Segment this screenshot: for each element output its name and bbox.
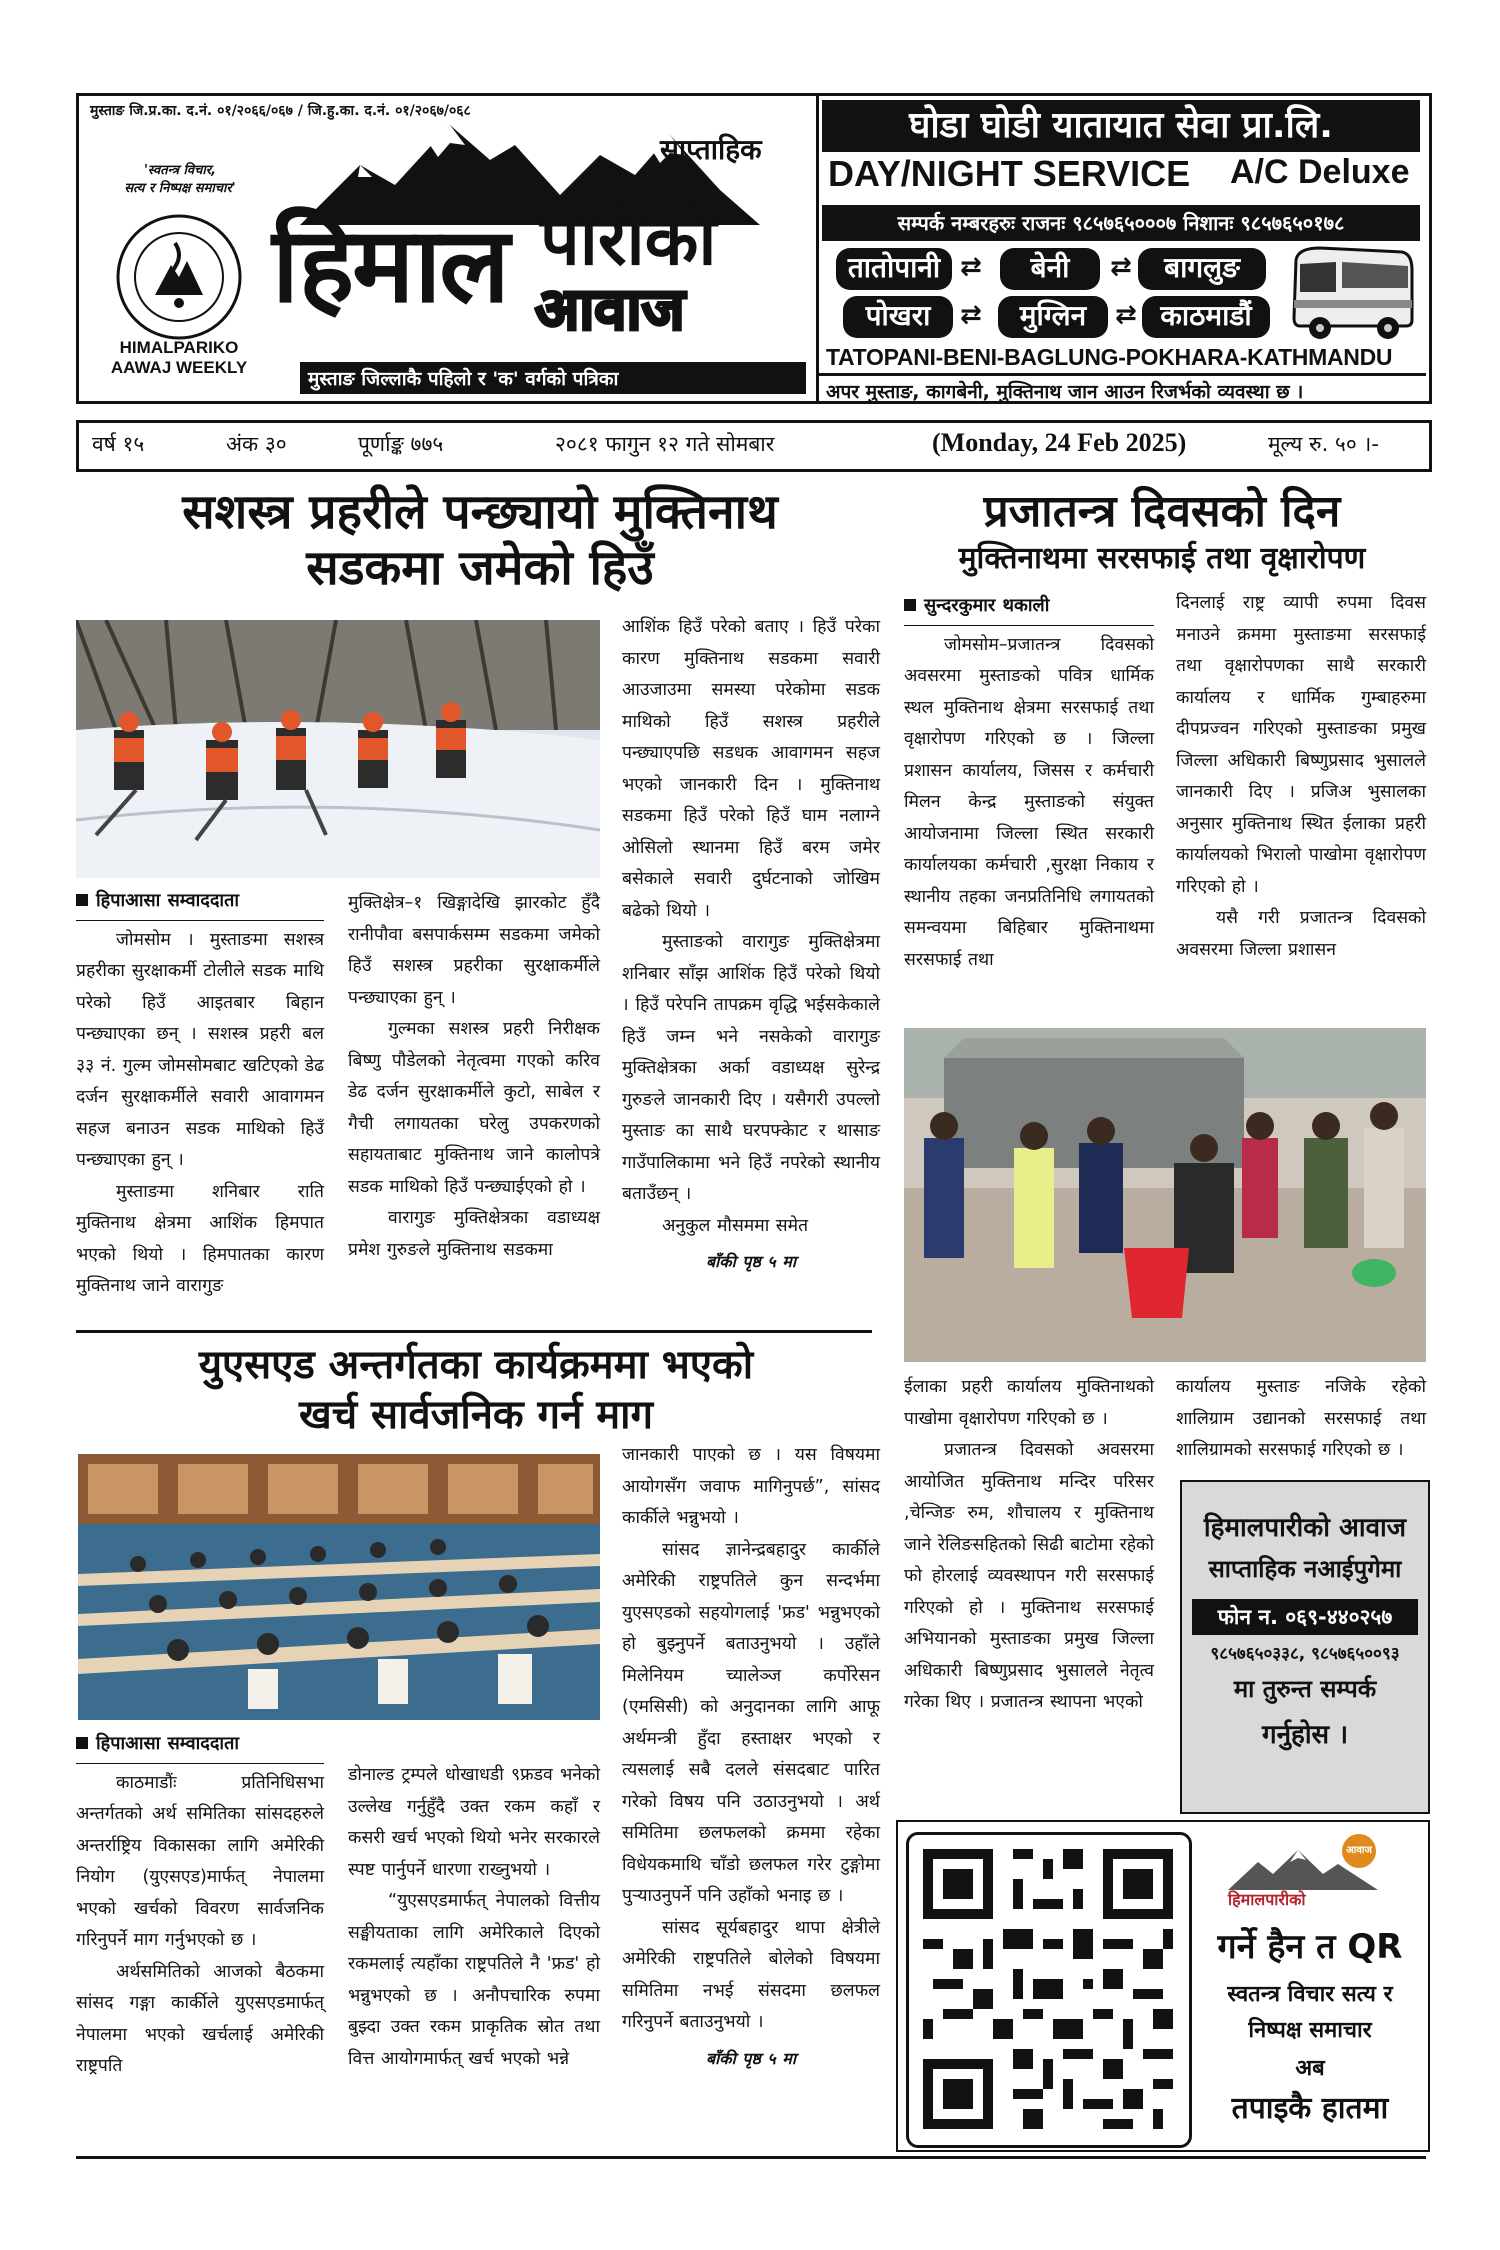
- issue-total: पूर्णाङ्क ७७५: [358, 432, 444, 456]
- story1-byline: [76, 885, 324, 921]
- route-stop-pokhara: पोखरा: [843, 296, 953, 338]
- issue-date-nepali: २०८१ फागुन १२ गते सोमबार: [555, 432, 775, 456]
- square-bullet-icon: [904, 599, 916, 611]
- story3-headline: [66, 1340, 886, 1440]
- story2-paragraph: दिनलाई राष्ट्र व्यापी रुपमा दिवस मनाउने क्रममा मुस्ताङमा सरसफाई तथा वृक्षारोपणका साथै सरकारी कार्यालय र धार्मिक गुम्बाहरुमा दीपप्रज्वन गरिएको मुस्ताङका प्रमुख जिल्ला अधिकारी बिष्णुप्रसाद भुसालले जानकारी दिए । प्रजिअ भुसालका अनुसार मुक्तिनाथ स्थित ईलाका प्रहरी कार्यालयको भिरालो पाखोमा वृक्षारोपण गरिएको हो ।: [1176, 593, 1426, 897]
- microphone-icon: आवाज: [1342, 1834, 1376, 1868]
- story3-paragraph: काठमाडौंः प्रतिनिधिसभा अन्तर्गतको अर्थ समितिका सांसदहरुले अन्तर्राष्ट्रिय विकासका लागि अमेरिकी नियोग (युएसएड)मार्फत् नेपालमा भएको खर्चको विवरण सार्वजनिक गरिनुपर्ने माग गर्नुभएको छ ।: [76, 1772, 324, 1950]
- story1-paragraph: आशिंक हिउँ परेको बताए । हिउँ परेका कारण मुक्तिनाथ सडकमा सवारी आउजाउमा समस्या परेकोमा सडक माथिको हिउँ सशस्त्र प्रहरीले पन्छ्याएपछि सडधक आवागमन सहज भएको जानकारी दिन । मुक्तिनाथ सडकमा हिउँ परेको हिउँ घाम नलाग्ने ओसिलो स्थानमा हिउँ बरम जमेर बसेकाले सवारी दुर्घटनाको जोखिम बढेको थियो ।: [622, 617, 880, 921]
- story3-column2: [348, 1760, 600, 2075]
- qr-ad-line1: स्वतन्त्र विचार सत्य र: [1227, 1982, 1393, 2007]
- route-english: TATOPANI-BENI-BAGLUNG-POKHARA-KATHMANDU: [826, 344, 1393, 370]
- route-stop-kathmandu: काठमाडौं: [1142, 296, 1270, 338]
- story3-paragraph: अर्थसमितिको आजको बैठकमा सांसद गङ्गा कार्कीले युएसएडमार्फत् नेपालमा भएको खर्चलाई अमेरिकी राष्ट्रपति: [76, 1961, 324, 2076]
- story1-column3: [622, 612, 880, 1278]
- story1-paragraph: मुक्तिक्षेत्र–१ खिङ्गादेखि झारकोट हुँदै रानीपौवा बसपार्कसम्म सडकमा जमेको हिउँ सशस्त्र प्रहरीका सुरक्षाकर्मीले पन्छ्याएका हुन् ।: [348, 893, 600, 1008]
- story1-paragraph: अनुकुल मौसममा समेत: [662, 1215, 809, 1236]
- contact-ad-line1: हिमालपारीको आवाज: [1203, 1513, 1407, 1543]
- story3-paragraph: डोनाल्ड ट्रम्पले धोखाधडी ९फ्रडव भनेको उल्लेख गर्नुहुँदै उक्त रकम कहाँ र कसरी खर्च भएको थियो भनेर सरकारले स्पष्ट पार्नुपर्ने धारणा राख्नुभयो ।: [348, 1765, 600, 1880]
- story2-column1: [904, 590, 1154, 976]
- bus-icon: [1290, 242, 1415, 342]
- qr-ad-line4: तपाइकै हातमा: [1231, 2091, 1389, 2126]
- story2-paragraph: ईलाका प्रहरी कार्यालय मुक्तिनाथको पाखोमा वृक्षारोपण गरिएको छ ।: [904, 1377, 1154, 1429]
- contact-ad-line3: मा तुरुन्त सम्पर्क: [1233, 1675, 1377, 1703]
- story2-paragraph: कार्यालय मुस्ताङ नजिके रहेको शालिग्राम उद्यानको सरसफाई तथा शालिग्रामको सरसफाई गरिएको छ ।: [1176, 1377, 1426, 1460]
- story2-headline: [898, 484, 1426, 578]
- story3-byline-text: हिपाआसा सम्वाददाता: [96, 1733, 239, 1754]
- paper-title-pariko: पारीको: [540, 199, 717, 281]
- story2-column3: [904, 1372, 1154, 1719]
- square-bullet-icon: [76, 894, 88, 906]
- qr-ad-cta: गर्ने हैन त QR: [1217, 1927, 1403, 1967]
- bus-footer: अपर मुस्ताङ, कागबेनी, मुक्तिनाथ जान आउन रिजर्भको व्यवस्था छ ।: [826, 381, 1304, 403]
- story3-column1: [76, 1728, 324, 2083]
- story1-paragraph: मुस्ताङको वारागुङ मुक्तिक्षेत्रमा शनिबार साँझ आशिंक हिउँ परेको थियो । हिउँ परेपनि तापक्रम वृद्धि भईसकेकाले हिउँ जम्न भने नसकेको वारागुङ मुक्तिक्षेत्रका अर्का वडाध्यक्ष सुरेन्द्र गुरुङले जानकारी दिए । यसैगरी उपल्लो मुस्ताङ का साथै घरपफ्केाट र थासाङ गाउँपालिकामा भने हिउँ नपरेको स्थानीय बताउँछन् ।: [622, 932, 880, 1204]
- contact-ad: [1180, 1480, 1430, 1814]
- bus-contact: सम्पर्क नम्बरहरुः राजनः ९८५७६५०००७ निशानः ९८५७६५०१७८: [822, 205, 1420, 241]
- story2-column2: [1176, 588, 1426, 966]
- story3-column3: [622, 1440, 880, 2074]
- contact-ad-line4: गर्नुहोस ।: [1261, 1720, 1349, 1750]
- english-name-line1: HIMALPARIKO: [119, 338, 239, 357]
- page-bottom-rule: [76, 2156, 1426, 2159]
- route-arrow: ⇄: [1115, 300, 1137, 330]
- english-name-line2: AAWAJ WEEKLY: [110, 358, 248, 377]
- story2-column4: [1176, 1372, 1426, 1467]
- contact-ad-line2: साप्ताहिक नआईपुगेमा: [1208, 1555, 1402, 1583]
- story2-paragraph: प्रजातन्त्र दिवसको अवसरमा आयोजित मुक्तिनाथ मन्दिर परिसर ,चेन्जिङ रुम, शौचालय र मुक्तिनाथ जाने रेलिङसहितको सिढी बाटोमा रहेको फो होरलाई व्यवस्थापन गरी सरसफाई गरिएको हो । मुक्तिनाथ सरसफाई अभियानको मुस्ताङका प्रमुख जिल्ला अधिकारी बिष्णुप्रसाद भुसालले नेतृत्व गरेका थिए । प्रजातन्त्र स्थापना भएको: [904, 1440, 1154, 1712]
- qr-ad-logo-text: हिमालपारीको: [1228, 1890, 1306, 1909]
- slogan-line1: 'स्वतन्त्र विचार,: [143, 163, 217, 178]
- qr-code: [906, 1832, 1192, 2148]
- weekly-tag: साप्ताहिक: [660, 133, 762, 166]
- story2-headline-line1: प्रजातन्त्र दिवसको दिन: [983, 486, 1341, 537]
- story3-headline-line1: युएसएड अन्तर्गतका कार्यक्रममा भएको: [198, 1342, 754, 1388]
- story1-headline: [70, 484, 890, 596]
- slogan-line2: सत्य र निष्पक्ष समाचार': [124, 181, 236, 196]
- issue-price: मूल्य रु. ५० ।-: [1268, 432, 1379, 456]
- square-bullet-icon: [76, 1737, 88, 1749]
- route-arrow: ⇄: [1110, 252, 1132, 282]
- bus-service: DAY/NIGHT SERVICE: [828, 153, 1191, 194]
- route-stop-beni: बेनी: [1000, 248, 1100, 290]
- bus-company: घोडा घोडी यातायात सेवा प्रा.लि.: [822, 100, 1420, 152]
- route-stop-baglung: बागलुङ: [1138, 248, 1266, 290]
- bus-deluxe: A/C Deluxe: [1230, 153, 1410, 191]
- story1-paragraph: वारागुङ मुक्तिक्षेत्रका वडाध्यक्ष प्रमेश गुरुङले मुक्तिनाथ सडकमा: [348, 1208, 600, 1260]
- story1-headline-line2: सडकमा जमेको हिउँ: [306, 540, 654, 596]
- story3-headline-line2: खर्च सार्वजनिक गर्न माग: [298, 1392, 654, 1438]
- story1-photo-snow-clearing: [76, 620, 600, 878]
- qr-ad-line2: निष्पक्ष समाचार: [1248, 2018, 1372, 2043]
- qr-ad-logo: [1228, 1844, 1378, 1914]
- story1-headline-line1: सशस्त्र प्रहरीले पन्छ्यायो मुक्तिनाथ: [182, 484, 778, 540]
- route-stop-muglin: मुग्लिन: [998, 296, 1108, 338]
- story3-paragraph: सांसद सूर्यबहादुर थापा क्षेत्रीले अमेरिकी राष्ट्रपतिले बोलेको विषयमा समितिमा नभई संसदमा छलफल गरिनुपर्ने बताउनुभयो ।: [622, 1917, 880, 2032]
- story1-paragraph: गुल्मका सशस्त्र प्रहरी निरीक्षक बिष्णु पौडेलको नेतृत्वमा गएको करिव डेढ दर्जन सुरक्षाकर्मीले कुटो, साबेल र गैची लगायतका घरेलु उपकरणको सहायताबाट मुक्तिनाथ जाने कालोपत्रे सडक माथिको हिउँ पन्छ्याईएको हो ।: [348, 1019, 600, 1197]
- route-arrow: ⇄: [960, 300, 982, 330]
- bus-ad-divider: [819, 373, 1426, 376]
- issue-number: अंक ३०: [226, 432, 287, 456]
- story1-bottom-rule: [76, 1330, 872, 1333]
- contact-ad-phone: फोन न. ०६९-४४०२५७: [1192, 1599, 1418, 1635]
- story1-column1: [76, 885, 324, 1303]
- story2-photo-cleanup: [904, 1028, 1426, 1362]
- story2-byline: [904, 590, 1154, 626]
- story3-byline: [76, 1728, 324, 1764]
- story1-byline-text: हिपाआसा सम्वाददाता: [96, 890, 239, 911]
- story2-paragraph: जोमसोम–प्रजातन्त्र दिवसको अवसरमा मुस्ताङको पवित्र धार्मिक स्थल मुक्तिनाथ क्षेत्रमा सरसफाई तथा वृक्षारोपण गरिएको छ । जिल्ला प्रशासन कार्यालय, जिसस र कर्मचारी मिलन केन्द्र मुस्ताङको संयुक्त आयोजनामा जिल्ला स्थित सरकारी कार्यालयका कर्मचारी ,सुरक्षा निकाय र स्थानीय तहका जनप्रतिनिधि लगायतको समन्वयमा बिहिबार मुक्तिनाथमा सरसफाई तथा: [904, 634, 1154, 970]
- paper-title-himal: हिमाल: [272, 204, 508, 326]
- story1-paragraph: मुस्ताङमा शनिबार राति मुक्तिनाथ क्षेत्रमा आशिंक हिमपात भएको थियो । हिमपातका कारण मुक्तिनाथ जाने वारागुङ: [76, 1181, 324, 1296]
- story3-photo-parliament: [78, 1454, 600, 1720]
- qr-ad: [896, 1820, 1430, 2152]
- story3-paragraph: “युएसएडमार्फत् नेपालको वित्तीय सङ्घीयताका लागि अमेरिकाले दिएको रकमलाई त्यहाँका राष्ट्रपतिले नै 'फ्रड' हो भन्नुभएको छ । अनौपचारिक रुपमा बुझ्दा उक्त रकम प्राकृतिक स्रोत तथा वित्त आयोगमार्फत् खर्च भएको भन्ने: [348, 1891, 600, 2069]
- issue-date-english: (Monday, 24 Feb 2025): [932, 428, 1187, 457]
- story3-continued: बाँकी पृष्ठ ५ मा: [706, 2048, 796, 2068]
- story2-paragraph: यसै गरी प्रजातन्त्र दिवसको अवसरमा जिल्ला प्रशासन: [1176, 908, 1426, 960]
- emblem-logo: [115, 213, 243, 341]
- route-stop-tatopani: तातोपानी: [836, 248, 952, 290]
- registration-line: मुस्ताङ जि.प्र.का. द.नं. ०१/२०६६/०६७ / जि.हु.का. द.नं. ०१/२०६७/०६८: [90, 103, 471, 119]
- story1-continued: बाँकी पृष्ठ ५ मा: [706, 1252, 796, 1271]
- qr-ad-line3: अब: [1295, 2056, 1325, 2081]
- route-arrow: ⇄: [960, 252, 982, 282]
- story1-column2: [348, 888, 600, 1266]
- issue-year: वर्ष १५: [92, 432, 145, 456]
- story3-paragraph: जानकारी पाएको छ । यस विषयमा आयोगसँग जवाफ मागिनुपर्छ”, सांसद कार्कीले भन्नुभयो ।: [622, 1445, 880, 1528]
- story2-headline-line2: मुक्तिनाथमा सरसफाई तथा वृक्षारोपण: [958, 541, 1366, 576]
- paper-tagline: मुस्ताङ जिल्लाकै पहिलो र 'क' वर्गको पत्रिका: [300, 362, 806, 394]
- slogan: [90, 162, 270, 198]
- paper-title-aawaj: आवाज: [535, 275, 685, 343]
- contact-ad-mobiles: ९८५७६५०३३८, ९८५७६५००९३: [1210, 1644, 1400, 1664]
- story1-paragraph: जोमसोम । मुस्ताङमा सशस्त्र प्रहरीका सुरक्षाकर्मी टोलीले सडक माथि परेको हिउँ आइतबार बिहान पन्छ्याएका छन् । सशस्त्र प्रहरी बल ३३ नं. गुल्म जोमसोमबाट खटिएको डेढ दर्जन सुरक्षाकर्मीले सवारी आवागमन सहज बनाउन सडक माथिको हिउँ पन्छ्याएका हुन् ।: [76, 929, 324, 1170]
- story2-byline-text: सुन्दरकुमार थकाली: [924, 595, 1050, 616]
- english-name: [84, 338, 274, 378]
- story3-paragraph: सांसद ज्ञानेन्द्रबहादुर कार्कीले अमेरिकी राष्ट्रपतिले कुन सन्दर्भमा युएसएडको सहयोगलाई 'फ्रड' भन्नुभएको हो बुझ्नुपर्ने बताउनुभयो । उहाँले मिलेनियम च्यालेञ्ज कर्पोरेसन (एमसिसी) को अनुदानका लागि आफू अर्थमन्त्री हुँदा हस्ताक्षर भएको र त्यसलाई सबै दलले संसदबाट पारित गरेको विषय पनि उठाउनुभयो । अर्थ समितिमा छलफलको क्रममा रहेका विधेयकमाथि चाँडो छलफल गरेर टुङ्गोमा पुऱ्याउनुपर्ने पनि उहाँको भनाइ छ ।: [622, 1539, 880, 1906]
